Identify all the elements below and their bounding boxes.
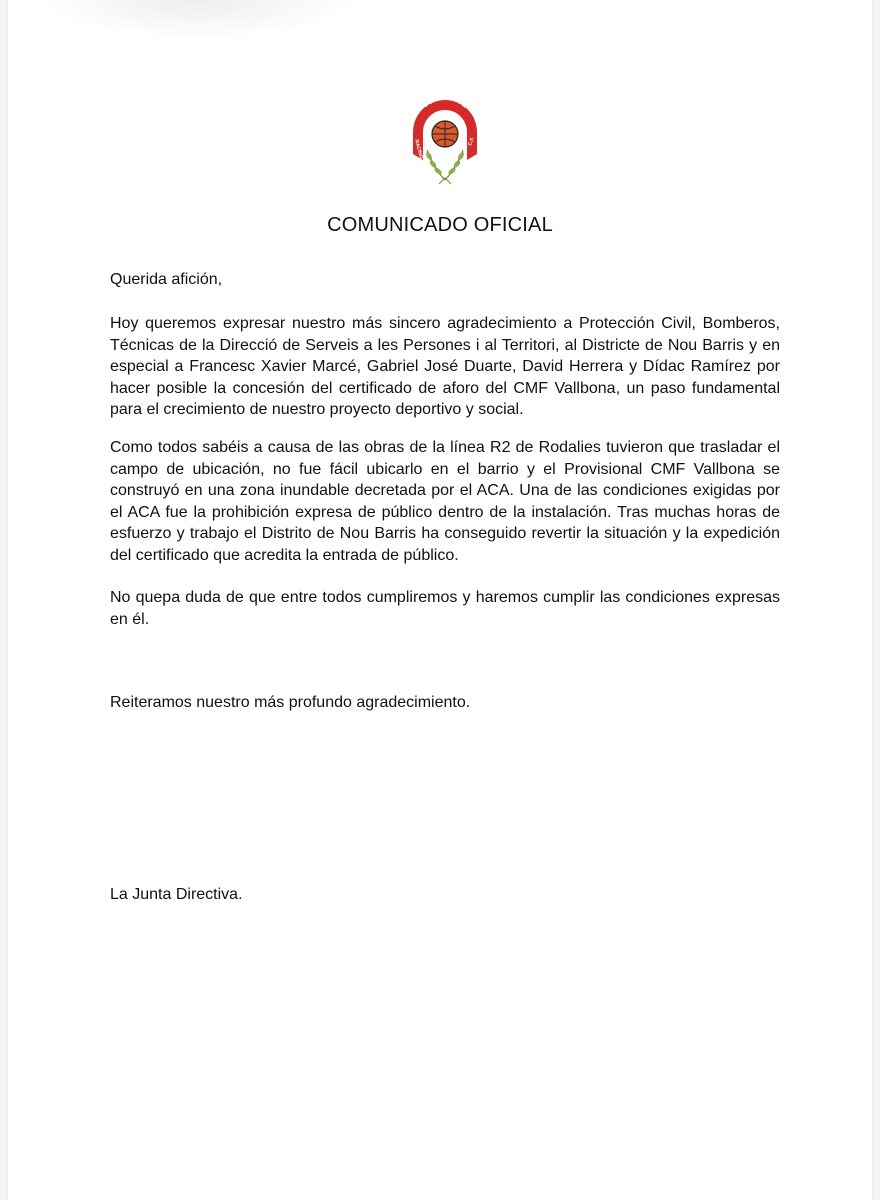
closing-line: Reiteramos nuestro más profundo agradecimiento. [110, 694, 471, 711]
laurel-icon [425, 150, 464, 184]
greeting: Querida afición, [110, 271, 223, 288]
document-page [8, 0, 872, 1200]
club-crest-logo [405, 92, 485, 188]
signature: La Junta Directiva. [110, 886, 243, 903]
crest-top-text: Vallbona [419, 92, 471, 111]
paragraph-commitment: No quepa duda de que entre todos cumpliremos y haremos cumplir las condiciones expresas en él. [110, 589, 780, 628]
crest-right-text: C.F. [467, 136, 476, 147]
page-title: COMUNICADO OFICIAL [327, 214, 553, 236]
paragraph-background: Como todos sabéis a causa de las obras de la línea R2 de Rodalies tuvieron que trasladar el campo de ubicación, no fue fácil ubicarlo en el barrio y el Provisional CMF Vallbona se construyó en una zona inundable decretada por el ACA. Una de las condiciones exigidas por el ACA fue la prohibición expresa de público dentro de la instalación. Tras muchas horas de esfuerzo y trabajo el Distrito de Nou Barris ha conseguido revertir la situación y la expedición del certificado que acredita la entrada de público. [110, 439, 780, 564]
page-shadow [38, 0, 358, 40]
crest-left-text: RACING [413, 138, 424, 160]
paragraph-thanks: Hoy queremos expresar nuestro más sincero agradecimiento a Protección Civil, Bomberos, Técnicas de la Direcció de Serveis a les Persones i al Territori, al Districte de Nou Barris y en especial a Francesc Xavier Marcé, Gabriel José Duarte, David Herrera y Dídac Ramírez por hacer posible la concesión del certificado de aforo del CMF Vallbona, un paso fundamental para el crecimiento de nuestro proyecto deportivo y social. [110, 315, 780, 418]
